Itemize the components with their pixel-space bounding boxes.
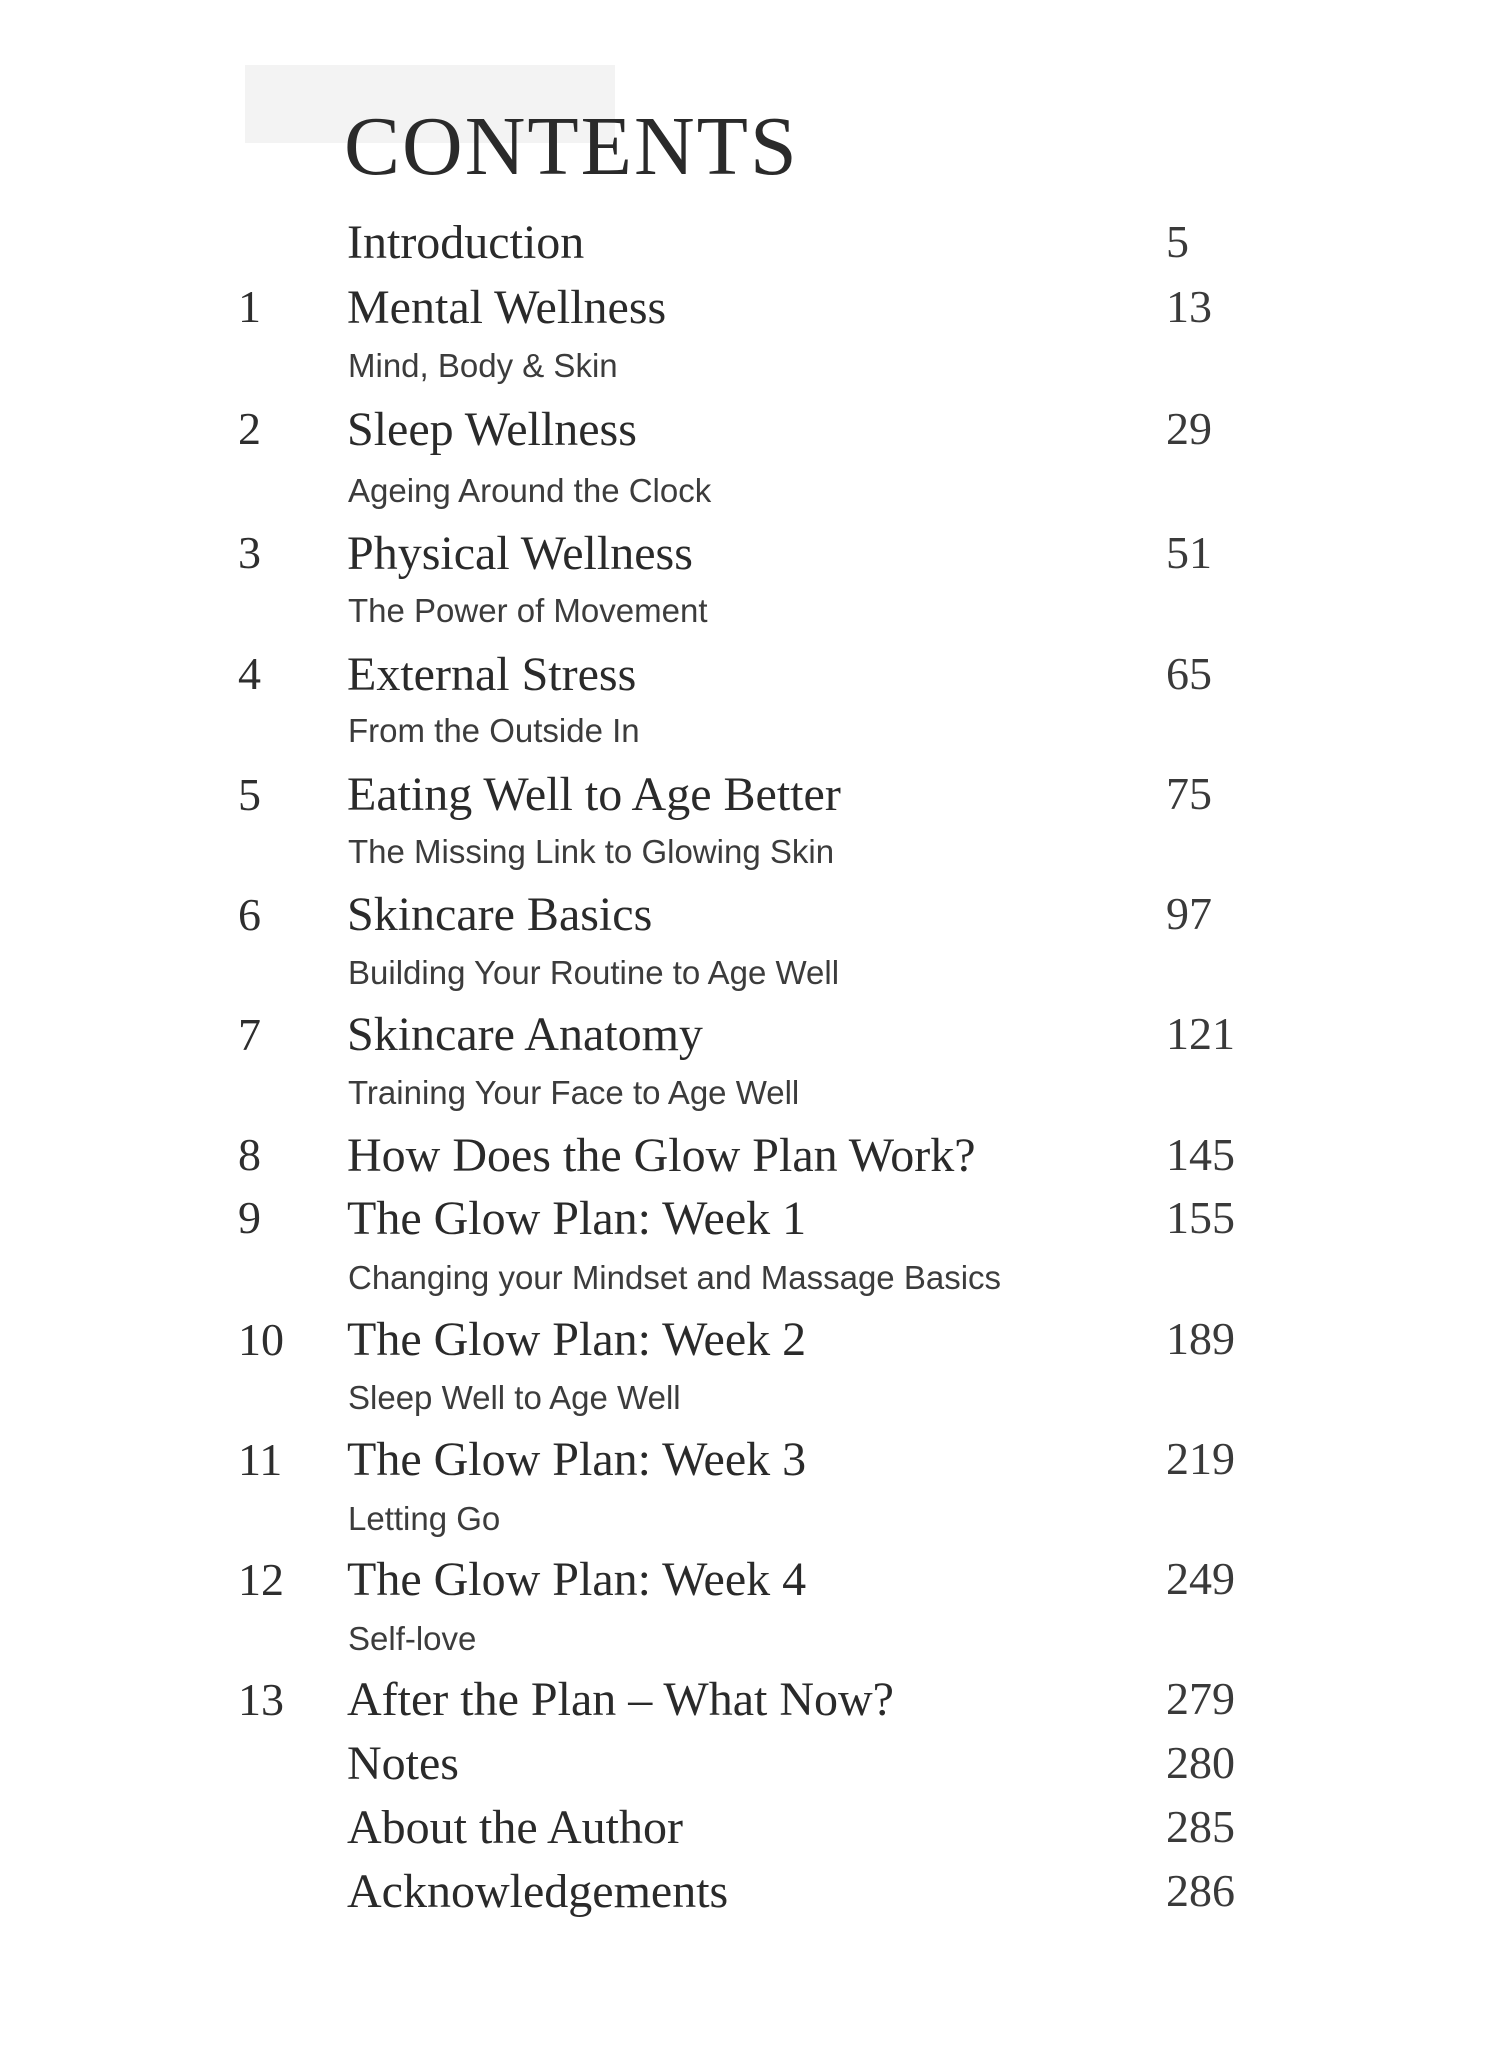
chapter-subtitle: Mind, Body & Skin — [348, 347, 618, 384]
chapter-subtitle: From the Outside In — [348, 712, 640, 749]
page-number: 285 — [1166, 1801, 1235, 1852]
page-number: 75 — [1166, 768, 1212, 819]
page-number: 29 — [1166, 403, 1212, 454]
chapter-title: The Glow Plan: Week 1 — [347, 1192, 807, 1245]
chapter-title: Physical Wellness — [347, 527, 693, 580]
chapter-number: 8 — [238, 1129, 261, 1180]
page-number: 189 — [1166, 1313, 1235, 1364]
page-number: 280 — [1166, 1737, 1235, 1788]
chapter-number: 11 — [238, 1434, 283, 1485]
chapter-subtitle: Sleep Well to Age Well — [348, 1379, 681, 1416]
page-number: 219 — [1166, 1433, 1235, 1484]
chapter-number: 6 — [238, 889, 261, 940]
chapter-title: Skincare Anatomy — [347, 1008, 703, 1061]
page-number: 145 — [1166, 1129, 1235, 1180]
chapter-subtitle: Self-love — [348, 1620, 477, 1657]
page-number: 279 — [1166, 1673, 1235, 1724]
page-title: CONTENTS — [344, 100, 799, 193]
chapter-number: 12 — [238, 1554, 284, 1605]
chapter-subtitle: Training Your Face to Age Well — [348, 1074, 800, 1111]
page-number: 65 — [1166, 648, 1212, 699]
chapter-title: Notes — [347, 1737, 459, 1790]
chapter-subtitle: The Missing Link to Glowing Skin — [348, 833, 835, 870]
page-number: 249 — [1166, 1553, 1235, 1604]
chapter-number: 5 — [238, 769, 261, 820]
chapter-subtitle: Ageing Around the Clock — [348, 472, 712, 509]
chapter-title: Skincare Basics — [347, 888, 653, 941]
chapter-title: The Glow Plan: Week 3 — [347, 1433, 807, 1486]
chapter-title: The Glow Plan: Week 2 — [347, 1313, 807, 1366]
chapter-number: 1 — [238, 281, 261, 332]
page-number: 286 — [1166, 1865, 1235, 1916]
chapter-title: The Glow Plan: Week 4 — [347, 1553, 807, 1606]
chapter-title: Mental Wellness — [347, 281, 667, 334]
chapter-number: 13 — [238, 1674, 284, 1725]
page-number: 121 — [1166, 1008, 1235, 1059]
chapter-number: 2 — [238, 403, 261, 454]
page-number: 13 — [1166, 281, 1212, 332]
chapter-title: Introduction — [347, 216, 585, 269]
chapter-number: 3 — [238, 527, 261, 578]
chapter-title: About the Author — [347, 1801, 683, 1854]
chapter-subtitle: Changing your Mindset and Massage Basics — [348, 1259, 1002, 1296]
page-number: 5 — [1166, 216, 1189, 267]
chapter-subtitle: Building Your Routine to Age Well — [348, 954, 840, 991]
chapter-title: Sleep Wellness — [347, 403, 637, 456]
chapter-title: Acknowledgements — [347, 1865, 729, 1918]
chapter-number: 7 — [238, 1009, 261, 1060]
chapter-subtitle: The Power of Movement — [348, 592, 708, 629]
chapter-number: 9 — [238, 1192, 261, 1243]
chapter-subtitle: Letting Go — [348, 1500, 501, 1537]
chapter-title: After the Plan – What Now? — [347, 1673, 894, 1726]
page-number: 155 — [1166, 1192, 1235, 1243]
chapter-title: How Does the Glow Plan Work? — [347, 1129, 976, 1182]
page-number: 51 — [1166, 527, 1212, 578]
chapter-title: External Stress — [347, 648, 637, 701]
chapter-number: 4 — [238, 648, 261, 699]
page-number: 97 — [1166, 888, 1212, 939]
chapter-title: Eating Well to Age Better — [347, 768, 841, 821]
chapter-number: 10 — [238, 1314, 284, 1365]
